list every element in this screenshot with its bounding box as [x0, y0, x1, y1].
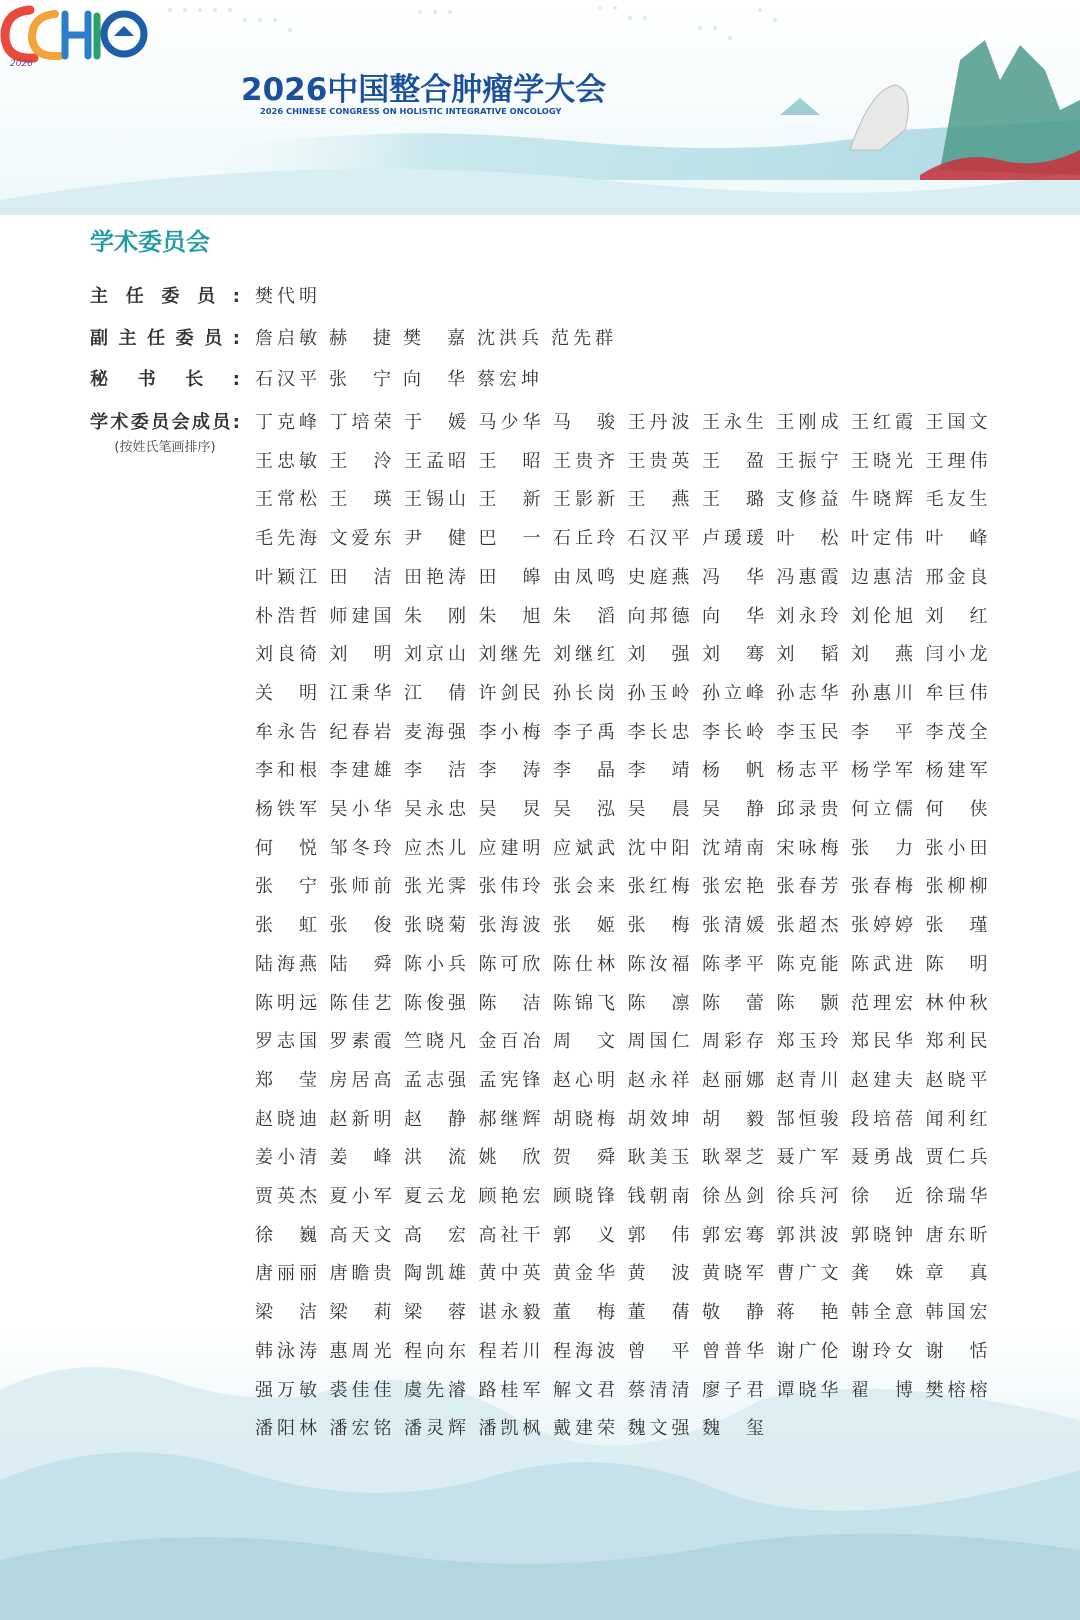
- member-name: 李洁: [404, 760, 466, 782]
- member-name: 张师前: [329, 876, 392, 898]
- member-name: 李涛: [478, 760, 541, 782]
- member-name: 陈克能: [776, 953, 839, 975]
- member-name: 潘灵辉: [404, 1418, 466, 1440]
- member-name: 王燕: [627, 489, 690, 511]
- member-name: 陈孝平: [702, 953, 764, 975]
- member-name: 程海波: [553, 1340, 615, 1362]
- member-name: 董梅: [553, 1302, 615, 1324]
- member-name: 郭洪波: [776, 1224, 839, 1246]
- person-name: 樊代明: [255, 286, 317, 307]
- member-name: 王盈: [702, 450, 764, 472]
- member-name: 王理伟: [925, 450, 988, 472]
- member-name: 王红霞: [851, 412, 913, 433]
- member-name: 李长忠: [627, 721, 690, 743]
- member-name: 刘明: [329, 644, 392, 666]
- member-name: 李晶: [553, 760, 615, 782]
- member-name: 夏云龙: [404, 1186, 466, 1207]
- member-name: 潘宏铭: [329, 1418, 392, 1440]
- member-name: 曹广文: [776, 1263, 839, 1285]
- member-name: 李长岭: [702, 721, 764, 743]
- member-name: 陆舜: [329, 953, 392, 975]
- member-name: 张超杰: [776, 915, 839, 937]
- member-name: 陈洁: [478, 992, 541, 1014]
- member-name: 高社干: [478, 1224, 541, 1246]
- members-sort-note: (按姓氏笔画排序): [114, 440, 216, 455]
- member-name: 陈汝福: [627, 953, 690, 975]
- member-name: 马少华: [478, 412, 541, 433]
- member-name: 王刚成: [776, 412, 839, 433]
- congress-title: 2026中国整合肿瘤学大会: [241, 72, 607, 108]
- member-name: 陈凛: [627, 992, 690, 1014]
- member-name: 谢恬: [925, 1340, 988, 1362]
- member-name: 刘京山: [404, 644, 466, 666]
- member-name: 赵心明: [553, 1069, 615, 1091]
- member-name: 胡晓梅: [553, 1108, 615, 1130]
- member-name: 田洁: [329, 566, 392, 588]
- member-name: 石丘玲: [553, 528, 615, 550]
- member-name: 王昭: [478, 450, 541, 472]
- member-name: 王晓光: [851, 450, 913, 472]
- member-name: 江倩: [404, 682, 466, 704]
- member-name: 田艳涛: [404, 566, 466, 588]
- member-name: 贾英杰: [255, 1186, 317, 1207]
- member-name: 张姬: [553, 915, 615, 937]
- member-name: 李和根: [255, 760, 317, 782]
- member-name: 陈明: [925, 953, 988, 975]
- member-name: 王泠: [329, 450, 392, 472]
- member-name: 何侠: [925, 799, 988, 820]
- member-name: 张梅: [627, 915, 690, 937]
- member-name: 谌永毅: [478, 1302, 541, 1324]
- member-name: 江秉华: [329, 682, 392, 704]
- person-name: 张宁: [329, 369, 391, 390]
- member-name: 唐瞻贵: [329, 1263, 392, 1285]
- member-name: 郭晓钟: [851, 1224, 913, 1246]
- member-name: 徐丛剑: [702, 1186, 764, 1207]
- member-name: 闫小龙: [925, 644, 988, 666]
- member-name: 吴晨: [627, 799, 690, 820]
- member-name: 赵建夫: [851, 1069, 913, 1091]
- member-name: 杨铁军: [255, 799, 317, 820]
- person-name: 蔡宏坤: [477, 369, 539, 390]
- member-name: 邹冬玲: [329, 837, 392, 859]
- cchio-logo-icon: [0, 0, 150, 68]
- member-name: 孟宪锋: [478, 1069, 541, 1091]
- member-name: 刘继先: [478, 644, 541, 666]
- member-name: 孟志强: [404, 1069, 466, 1091]
- member-name: 关明: [255, 682, 317, 704]
- member-name: 周彩存: [702, 1031, 764, 1053]
- member-name: 李小梅: [478, 721, 541, 743]
- member-name: 房居高: [329, 1069, 392, 1091]
- member-name: 贾仁兵: [925, 1147, 988, 1169]
- member-name: 郭义: [553, 1224, 615, 1246]
- member-name: 黄波: [627, 1263, 690, 1285]
- member-name: 何悦: [255, 837, 317, 859]
- member-name: 刘继红: [553, 644, 615, 666]
- member-name: 许剑民: [478, 682, 541, 704]
- member-name: 姚欣: [478, 1147, 541, 1169]
- member-name: 陈明远: [255, 992, 317, 1014]
- member-name: 张瑾: [925, 915, 988, 937]
- member-name: 李靖: [627, 760, 690, 782]
- member-name: 王忠敏: [255, 450, 317, 472]
- member-name: 郑玉玲: [776, 1031, 839, 1053]
- member-name: 龚姝: [851, 1263, 913, 1285]
- member-name: 廖子君: [702, 1379, 764, 1401]
- member-name: 王贵齐: [553, 450, 615, 472]
- member-name: 谭晓华: [776, 1379, 839, 1401]
- member-name: 程若川: [478, 1340, 541, 1362]
- member-name: 叶定伟: [851, 528, 913, 550]
- member-name: 夏小军: [329, 1186, 392, 1207]
- member-name: 叶松: [776, 528, 839, 550]
- member-name: 姜小清: [255, 1147, 317, 1169]
- member-name: 叶峰: [925, 528, 988, 550]
- member-name: 魏文强: [627, 1418, 690, 1440]
- member-name: 吴静: [702, 799, 764, 820]
- member-name: 陈武进: [851, 953, 913, 975]
- member-name: 向华: [702, 605, 764, 627]
- role-label-secretary-general: 秘书长:: [90, 369, 240, 390]
- member-name: 张红梅: [627, 876, 690, 898]
- member-name: 文爱东: [329, 528, 392, 550]
- member-name: 赵永祥: [627, 1069, 690, 1091]
- member-name: 顾艳宏: [478, 1186, 541, 1207]
- member-name: 杨学军: [851, 760, 913, 782]
- person-name: 詹启敏: [255, 328, 317, 349]
- member-name: 刘骞: [702, 644, 764, 666]
- member-name: 邱录贵: [776, 799, 839, 820]
- footer-mountain-art: [0, 1330, 1080, 1620]
- member-name: 高天文: [329, 1224, 392, 1246]
- member-name: 梁洁: [255, 1302, 317, 1324]
- member-name: 刘良徛: [255, 644, 317, 666]
- member-name: 耿美玉: [627, 1147, 690, 1169]
- member-name: 敬静: [702, 1302, 764, 1324]
- member-name: 姜峰: [329, 1147, 392, 1169]
- role-label-chair: 主任委员:: [90, 286, 240, 307]
- member-name: 张伟玲: [478, 876, 541, 898]
- member-name: 史庭燕: [627, 566, 690, 588]
- member-name: 张光霁: [404, 876, 466, 898]
- member-name: 邢金良: [925, 566, 988, 588]
- member-name: 支修益: [776, 489, 839, 511]
- member-name: 梁莉: [329, 1302, 392, 1324]
- member-name: 王影新: [553, 489, 615, 511]
- person-name: 樊嘉: [403, 328, 465, 349]
- member-name: 牟永告: [255, 721, 317, 743]
- member-name: 刘红: [925, 605, 988, 627]
- member-name: 钱朝南: [627, 1186, 690, 1207]
- member-name: 胡毅: [702, 1108, 764, 1130]
- member-name: 赵静: [404, 1108, 466, 1130]
- member-name: 郑利民: [925, 1031, 988, 1053]
- member-name: 贺舜: [553, 1147, 615, 1169]
- member-name: 潘阳林: [255, 1418, 317, 1440]
- member-name: 李子禹: [553, 721, 615, 743]
- member-name: 张清媛: [702, 915, 764, 937]
- member-name: 石汉平: [627, 528, 690, 550]
- member-name: 张柳柳: [925, 876, 988, 898]
- member-name: 张俊: [329, 915, 392, 937]
- member-name: 范理宏: [851, 992, 913, 1014]
- member-name: 高宏: [404, 1224, 466, 1246]
- member-name: 竺晓凡: [404, 1031, 466, 1053]
- member-name: 赵青川: [776, 1069, 839, 1091]
- member-name: 叶颖江: [255, 566, 317, 588]
- member-name: 吴炅: [478, 799, 541, 820]
- congress-subtitle: 2026 CHINESE CONGRESS ON HOLISTIC INTEGRATIVE ONCOLOGY: [260, 106, 562, 116]
- member-name: 徐瑞华: [925, 1186, 988, 1207]
- person-name: 范先群: [551, 328, 613, 349]
- member-name: 向邦德: [627, 605, 690, 627]
- member-name: 顾晓锋: [553, 1186, 615, 1207]
- member-name: 王璐: [702, 489, 764, 511]
- section-title: 学术委员会: [90, 228, 210, 256]
- member-name: 丁培荣: [329, 412, 392, 433]
- member-name: 于媛: [404, 412, 466, 433]
- member-name: 刘燕: [851, 644, 913, 666]
- member-name: 张春梅: [851, 876, 913, 898]
- member-name: 马骏: [553, 412, 615, 433]
- member-name: 王丹波: [627, 412, 690, 433]
- member-name: 强万敏: [255, 1379, 317, 1401]
- member-name: 应建明: [478, 837, 541, 859]
- member-name: 虞先濬: [404, 1379, 466, 1401]
- member-name: 陈锦飞: [553, 992, 615, 1014]
- member-name: 陈小兵: [404, 953, 466, 975]
- member-name: 麦海强: [404, 721, 466, 743]
- member-name: 王贵英: [627, 450, 690, 472]
- member-name: 张宏艳: [702, 876, 764, 898]
- member-name: 王国文: [925, 412, 988, 433]
- member-name: 樊榕榕: [925, 1379, 988, 1401]
- member-name: 王瑛: [329, 489, 392, 511]
- member-name: 唐东昕: [925, 1224, 988, 1246]
- member-name: 边惠洁: [851, 566, 913, 588]
- member-name: 郭宏骞: [702, 1224, 764, 1246]
- member-name: 孙长岗: [553, 682, 615, 704]
- member-name: 谢玲女: [851, 1340, 913, 1362]
- member-name: 王常松: [255, 489, 317, 511]
- member-name: 孙志华: [776, 682, 839, 704]
- member-name: 杨帆: [702, 760, 764, 782]
- member-name: 应斌武: [553, 837, 615, 859]
- member-name: 章真: [925, 1263, 988, 1285]
- member-name: 魏玺: [702, 1418, 764, 1440]
- member-name: 周国仁: [627, 1031, 690, 1053]
- member-name: 翟博: [851, 1379, 913, 1401]
- role-label-members: 学术委员会成员:: [90, 412, 240, 433]
- member-name: 闻利红: [925, 1108, 988, 1130]
- member-name: 吴泓: [553, 799, 615, 820]
- member-name: 陈仕林: [553, 953, 615, 975]
- page-header: [0, 0, 1080, 215]
- member-name: 唐丽丽: [255, 1263, 317, 1285]
- member-name: 李平: [851, 721, 913, 743]
- member-name: 梁蓉: [404, 1302, 466, 1324]
- member-name: 林仲秋: [925, 992, 988, 1014]
- member-name: 韩国宏: [925, 1302, 988, 1324]
- member-name: 朴浩哲: [255, 605, 317, 627]
- member-name: 吴小华: [329, 799, 392, 820]
- member-name: 潘凯枫: [478, 1418, 541, 1440]
- role-label-vice-chair: 副主任委员:: [90, 328, 240, 349]
- member-name: 罗素霞: [329, 1031, 392, 1053]
- member-name: 宋咏梅: [776, 837, 839, 859]
- member-name: 路桂军: [478, 1379, 541, 1401]
- member-name: 刘伦旭: [851, 605, 913, 627]
- member-name: 陈颢: [776, 992, 839, 1014]
- member-name: 张春芳: [776, 876, 839, 898]
- member-name: 牟巨伟: [925, 682, 988, 704]
- member-name: 孙立峰: [702, 682, 764, 704]
- member-name: 吴永忠: [404, 799, 466, 820]
- member-name: 孙惠川: [851, 682, 913, 704]
- member-name: 孙玉岭: [627, 682, 690, 704]
- member-name: 曾平: [627, 1340, 690, 1362]
- member-name: 由凤鸣: [553, 566, 615, 588]
- member-name: 郑莹: [255, 1069, 317, 1091]
- member-name: 程向东: [404, 1340, 466, 1362]
- person-name: 沈洪兵: [477, 328, 539, 349]
- svg-text:2026: 2026: [10, 59, 33, 68]
- member-name: 毛友生: [925, 489, 988, 511]
- member-name: 李建雄: [329, 760, 392, 782]
- member-name: 丁克峰: [255, 412, 317, 433]
- member-name: 赵晓平: [925, 1069, 988, 1091]
- member-name: 徐巍: [255, 1224, 317, 1246]
- member-name: 师建国: [329, 605, 392, 627]
- member-name: 沈靖南: [702, 837, 764, 859]
- member-name: 纪春岩: [329, 721, 392, 743]
- person-name: 向华: [403, 369, 465, 390]
- member-name: 冯华: [702, 566, 764, 588]
- member-name: 惠周光: [329, 1340, 392, 1362]
- member-name: 巴一: [478, 528, 541, 550]
- member-name: 韩全意: [851, 1302, 913, 1324]
- member-name: 牛晓辉: [851, 489, 913, 511]
- member-name: 应杰儿: [404, 837, 466, 859]
- member-name: 黄中英: [478, 1263, 541, 1285]
- member-name: 张婷婷: [851, 915, 913, 937]
- member-name: 戴建荣: [553, 1418, 615, 1440]
- member-name: 张小田: [925, 837, 988, 859]
- member-name: 曾普华: [702, 1340, 764, 1362]
- member-name: 刘强: [627, 644, 690, 666]
- member-name: 何立儒: [851, 799, 913, 820]
- member-name: 周文: [553, 1031, 615, 1053]
- member-name: 陶凯雄: [404, 1263, 466, 1285]
- member-name: 王新: [478, 489, 541, 511]
- member-name: 王孟昭: [404, 450, 466, 472]
- member-name: 陈佳艺: [329, 992, 392, 1014]
- member-name: 谢广伦: [776, 1340, 839, 1362]
- member-name: 刘韬: [776, 644, 839, 666]
- member-name: 郜恒骏: [776, 1108, 839, 1130]
- member-name: 郭伟: [627, 1224, 690, 1246]
- member-name: 裘佳佳: [329, 1379, 392, 1401]
- member-name: 朱刚: [404, 605, 466, 627]
- member-name: 徐兵河: [776, 1186, 839, 1207]
- member-name: 王锡山: [404, 489, 466, 511]
- member-name: 陆海燕: [255, 953, 317, 975]
- member-name: 刘永玲: [776, 605, 839, 627]
- member-name: 李玉民: [776, 721, 839, 743]
- member-name: 聂勇战: [851, 1147, 913, 1169]
- member-name: 蒋艳: [776, 1302, 839, 1324]
- member-name: 韩泳涛: [255, 1340, 317, 1362]
- member-name: 赵晓迪: [255, 1108, 317, 1130]
- member-name: 沈中阳: [627, 837, 690, 859]
- member-name: 郑民华: [851, 1031, 913, 1053]
- member-name: 张宁: [255, 876, 317, 898]
- member-name: 田皞: [478, 566, 541, 588]
- member-name: 张力: [851, 837, 913, 859]
- member-name: 杨建军: [925, 760, 988, 782]
- member-name: 黄金华: [553, 1263, 615, 1285]
- member-name: 毛先海: [255, 528, 317, 550]
- member-name: 耿翠芝: [702, 1147, 764, 1169]
- member-name: 李茂全: [925, 721, 988, 743]
- member-name: 陈蕾: [702, 992, 764, 1014]
- member-name: 朱旭: [478, 605, 541, 627]
- member-name: 段培蓓: [851, 1108, 913, 1130]
- member-name: 解文君: [553, 1379, 615, 1401]
- member-name: 金百冶: [478, 1031, 541, 1053]
- member-name: 蔡清清: [627, 1379, 690, 1401]
- member-name: 郝继辉: [478, 1108, 541, 1130]
- member-name: 胡效坤: [627, 1108, 690, 1130]
- member-name: 徐近: [851, 1186, 913, 1207]
- member-name: 聂广军: [776, 1147, 839, 1169]
- member-name: 张虹: [255, 915, 317, 937]
- member-name: 董蒨: [627, 1302, 690, 1324]
- member-name: 赵丽娜: [702, 1069, 764, 1091]
- member-name: 冯惠霞: [776, 566, 839, 588]
- member-name: 赵新明: [329, 1108, 392, 1130]
- member-name: 张晓菊: [404, 915, 466, 937]
- person-name: 石汉平: [255, 369, 317, 390]
- member-name: 张会来: [553, 876, 615, 898]
- member-name: 朱滔: [553, 605, 615, 627]
- member-name: 洪流: [404, 1147, 466, 1169]
- member-name: 罗志国: [255, 1031, 317, 1053]
- member-name: 卢瑗瑗: [702, 528, 764, 550]
- member-name: 张海波: [478, 915, 541, 937]
- member-name: 尹健: [404, 528, 466, 550]
- member-name: 陈俊强: [404, 992, 466, 1014]
- member-name: 陈可欣: [478, 953, 541, 975]
- member-name: 王振宁: [776, 450, 839, 472]
- member-name: 杨志平: [776, 760, 839, 782]
- member-name: 黄晓军: [702, 1263, 764, 1285]
- member-name: 王永生: [702, 412, 764, 433]
- person-name: 赫捷: [329, 328, 391, 349]
